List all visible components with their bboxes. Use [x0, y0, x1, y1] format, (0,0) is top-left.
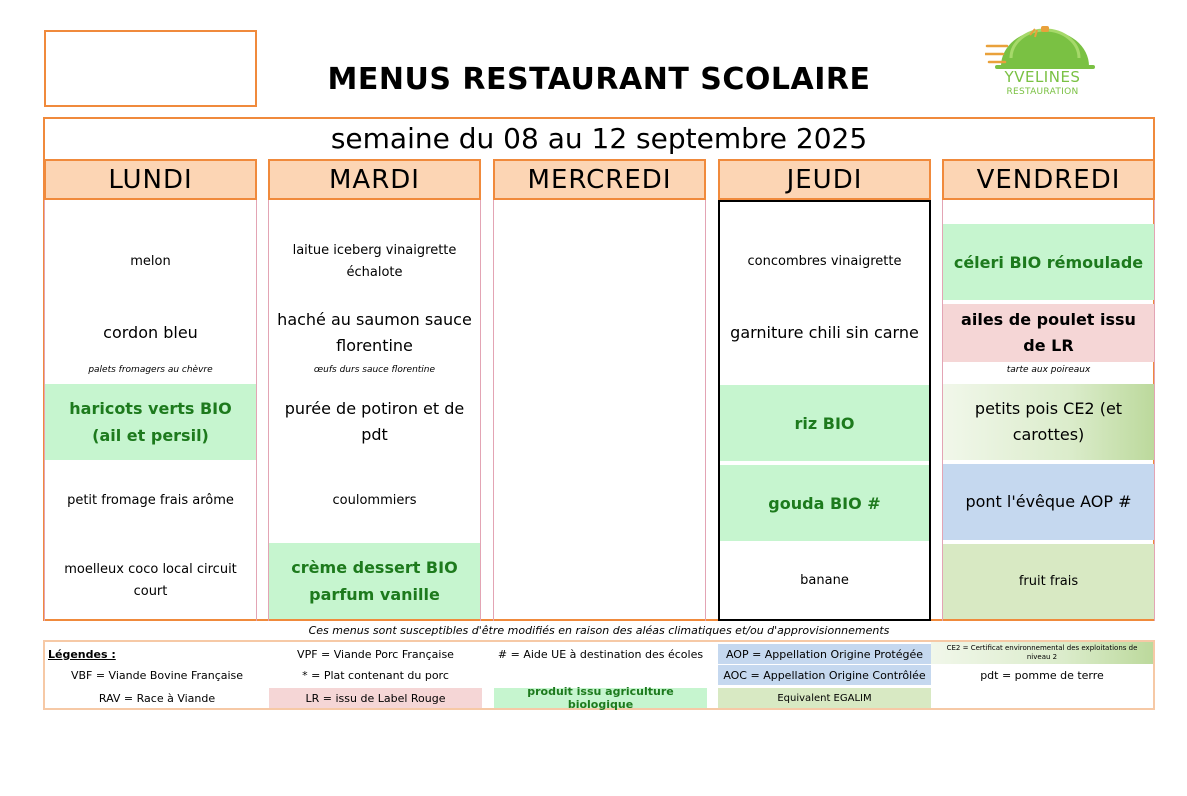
- page-title: MENUS RESTAURANT SCOLAIRE: [327, 62, 871, 97]
- menu-item-dessert: moelleux coco local circuit court: [64, 562, 237, 599]
- day-header-mardi: MARDI: [268, 159, 481, 200]
- menu-item-accompagnement: haricots verts BIO (ail et persil): [45, 384, 256, 460]
- legend-porc: * = Plat contenant du porc: [302, 668, 449, 682]
- menu-item-accompagnement: riz BIO: [720, 385, 929, 461]
- disclaimer-notice: Ces menus sont susceptibles d'être modifiés en raison des aléas climatiques et/ou d'approvisionnements: [308, 624, 890, 637]
- legend-box: [43, 640, 1155, 710]
- day-header-vendredi: VENDREDI: [942, 159, 1155, 200]
- menu-item-laitage: coulommiers: [332, 493, 417, 508]
- legend-aop: AOP = Appellation Origine Protégée: [718, 644, 931, 664]
- legend-aoc: AOC = Appellation Origine Contrôlée: [718, 665, 931, 685]
- cloche-icon: [985, 24, 1100, 74]
- day-header-jeudi: JEUDI: [718, 159, 931, 200]
- legend-pdt: pdt = pomme de terre: [980, 668, 1104, 682]
- logo-subtitle: RESTAURATION: [1006, 87, 1079, 97]
- menu-item-entree: concombres vinaigrette: [747, 254, 902, 269]
- menu-item-plat: cordon bleu: [103, 323, 198, 342]
- menu-item-dessert: crème dessert BIO parfum vanille: [269, 543, 480, 619]
- legend-ce2: CE2 = Certificat environnemental des exploitations de niveau 2: [931, 642, 1153, 664]
- column-vendredi: [942, 200, 1155, 621]
- menu-item-accompagnement: purée de potiron et de pdt: [284, 399, 465, 444]
- column-lundi: [44, 200, 257, 621]
- legend-vpf: VPF = Viande Porc Française: [297, 647, 454, 661]
- menu-item-laitage: pont l'évêque AOP #: [943, 464, 1154, 540]
- menu-item-plat: garniture chili sin carne: [730, 323, 919, 342]
- yvelines-restauration-logo: [985, 24, 1100, 102]
- legend-ue: # = Aide UE à destination des écoles: [497, 647, 704, 661]
- menu-item-plat: haché au saumon sauce florentine: [277, 310, 472, 355]
- menu-item-plat-alternative: tarte aux poireaux: [1006, 365, 1091, 375]
- menu-item-plat: ailes de poulet issu de LR: [943, 304, 1154, 362]
- menu-item-plat-alternative: œufs durs sauce florentine: [313, 365, 436, 375]
- menu-item-entree: laitue iceberg vinaigrette échalote: [292, 243, 457, 280]
- day-header-lundi: LUNDI: [44, 159, 257, 200]
- menu-item-entree: melon: [130, 254, 171, 269]
- legend-bio: produit issu agriculture biologique: [494, 688, 707, 708]
- logo-placeholder: [44, 30, 257, 107]
- menu-item-dessert: banane: [800, 573, 849, 588]
- column-mardi: [268, 200, 481, 621]
- legend-egalim: Equivalent EGALIM: [718, 688, 931, 708]
- menu-item-laitage: petit fromage frais arôme: [67, 493, 234, 508]
- legend-vbf: VBF = Viande Bovine Française: [70, 668, 244, 682]
- legend-label-rouge: LR = issu de Label Rouge: [269, 688, 482, 708]
- menu-item-accompagnement: petits pois CE2 (et carottes): [943, 384, 1154, 460]
- menu-item-plat-alternative: palets fromagers au chèvre: [88, 365, 213, 375]
- menu-item-entree: céleri BIO rémoulade: [943, 224, 1154, 300]
- legend-rav: RAV = Race à Viande: [98, 691, 216, 705]
- menu-item-laitage: gouda BIO #: [720, 465, 929, 541]
- week-title: semaine du 08 au 12 septembre 2025: [330, 122, 868, 155]
- column-mercredi: [493, 200, 706, 621]
- logo-name: YVELINES: [1004, 68, 1081, 86]
- menu-item-dessert: fruit frais: [943, 544, 1154, 619]
- day-header-mercredi: MERCREDI: [493, 159, 706, 200]
- legend-title: Légendes :: [48, 647, 116, 661]
- column-jeudi: [718, 200, 931, 621]
